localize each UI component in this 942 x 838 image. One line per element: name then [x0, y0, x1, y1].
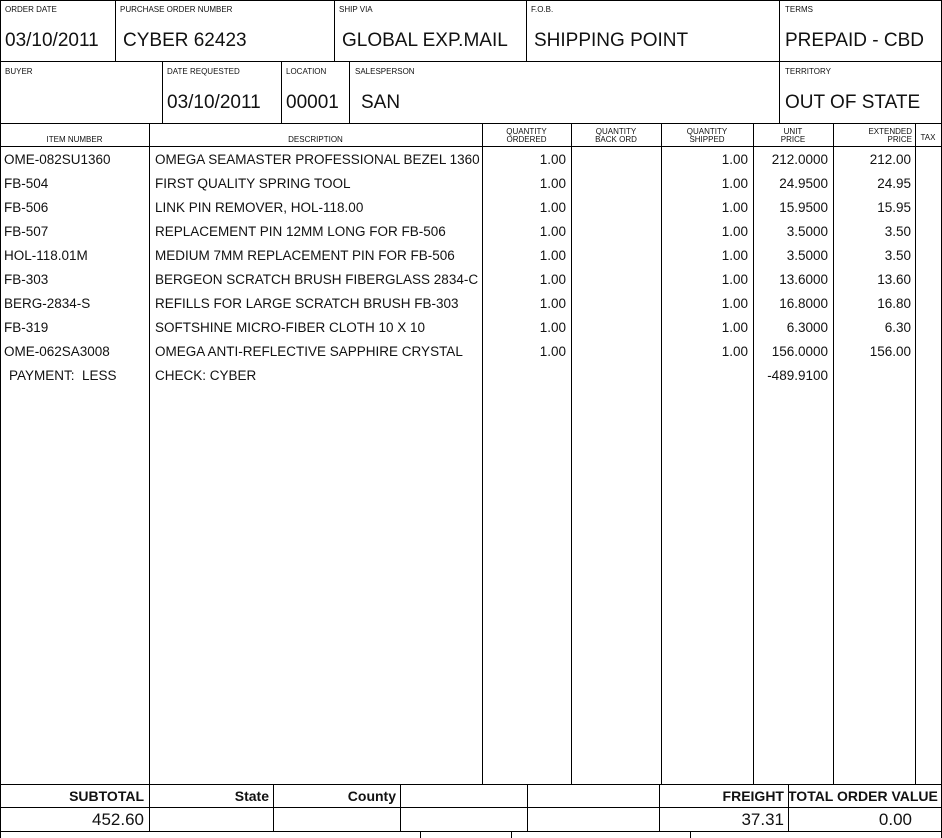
qty-ordered: 1.00 — [539, 200, 566, 215]
qty-shipped: 1.00 — [721, 320, 748, 335]
extended-price: 3.50 — [884, 224, 911, 239]
col-unit-price: UNIT PRICE — [780, 127, 806, 144]
extended-price: 16.80 — [877, 296, 911, 311]
fob-label: F.O.B. — [531, 5, 554, 14]
item-number: OME-082SU1360 — [4, 152, 111, 167]
qty-ordered: 1.00 — [539, 224, 566, 239]
col-extended-price: EXTENDED PRICE — [868, 127, 912, 144]
qty-shipped: 1.00 — [721, 272, 748, 287]
item-number: OME-062SA3008 — [4, 344, 110, 359]
unit-price: 16.8000 — [779, 296, 828, 311]
unit-price: 13.6000 — [779, 272, 828, 287]
extended-price: 15.95 — [877, 200, 911, 215]
subtotal-value: 452.60 — [92, 810, 144, 829]
item-description: MEDIUM 7MM REPLACEMENT PIN FOR FB-506 — [155, 248, 455, 263]
item-number: FB-504 — [4, 176, 49, 191]
freight-value: 37.31 — [741, 810, 784, 829]
col-qty-shipped: QUANTITY SHIPPED — [686, 127, 728, 144]
extended-price: 3.50 — [884, 248, 911, 263]
territory-value: OUT OF STATE — [785, 92, 921, 113]
ship-via-value: GLOBAL EXP.MAIL — [342, 30, 508, 51]
item-description: REPLACEMENT PIN 12MM LONG FOR FB-506 — [155, 224, 446, 239]
payment-label: PAYMENT: LESS — [9, 368, 117, 383]
col-qty-backord: QUANTITY BACK ORD — [595, 127, 637, 144]
date-requested-label: DATE REQUESTED — [167, 67, 240, 76]
terms-label: TERMS — [785, 5, 813, 14]
unit-price: 3.5000 — [786, 248, 828, 263]
extended-price: 6.30 — [884, 320, 911, 335]
qty-shipped: 1.00 — [721, 200, 748, 215]
qty-ordered: 1.00 — [539, 296, 566, 311]
col-item-number: ITEM NUMBER — [46, 135, 103, 144]
qty-shipped: 1.00 — [721, 176, 748, 191]
item-number: HOL-118.01M — [4, 248, 88, 263]
terms-value: PREPAID - CBD — [785, 30, 925, 51]
item-description: SOFTSHINE MICRO-FIBER CLOTH 10 X 10 — [155, 320, 426, 335]
state-label: State — [234, 788, 269, 804]
item-number: BERG-2834-S — [4, 296, 91, 311]
unit-price: 6.3000 — [786, 320, 828, 335]
qty-ordered: 1.00 — [539, 248, 566, 263]
unit-price: 212.0000 — [771, 152, 828, 167]
col-description: DESCRIPTION — [288, 135, 343, 144]
po-number-label: PURCHASE ORDER NUMBER — [120, 5, 233, 14]
qty-shipped: 1.00 — [721, 224, 748, 239]
order-date-label: ORDER DATE — [5, 5, 57, 14]
item-number: FB-303 — [4, 272, 49, 287]
col-qty-ordered: QUANTITY ORDERED — [506, 127, 547, 144]
payment-description: CHECK: CYBER — [155, 368, 257, 383]
fob-value: SHIPPING POINT — [534, 30, 689, 51]
salesperson-value: SAN — [361, 92, 401, 113]
unit-price: 24.9500 — [779, 176, 828, 191]
payment-amount: -489.9100 — [767, 368, 828, 383]
qty-ordered: 1.00 — [539, 152, 566, 167]
freight-label: FREIGHT — [722, 788, 784, 804]
location-value: 00001 — [286, 92, 339, 113]
subtotal-label: SUBTOTAL — [69, 788, 144, 804]
unit-price: 3.5000 — [786, 224, 828, 239]
qty-ordered: 1.00 — [539, 320, 566, 335]
territory-label: TERRITORY — [785, 67, 831, 76]
qty-ordered: 1.00 — [539, 344, 566, 359]
salesperson-label: SALESPERSON — [355, 67, 415, 76]
item-description: LINK PIN REMOVER, HOL-118.00 — [155, 200, 364, 215]
item-description: OMEGA SEAMASTER PROFESSIONAL BEZEL 1360 — [155, 152, 480, 167]
date-requested-value: 03/10/2011 — [167, 92, 261, 113]
total-order-value: 0.00 — [878, 810, 912, 829]
extended-price: 13.60 — [877, 272, 911, 287]
extended-price: 212.00 — [869, 152, 911, 167]
qty-ordered: 1.00 — [539, 176, 566, 191]
unit-price: 156.0000 — [771, 344, 828, 359]
total-order-value-label: TOTAL ORDER VALUE — [788, 788, 938, 804]
extended-price: 156.00 — [869, 344, 911, 359]
po-number-value: CYBER 62423 — [123, 30, 247, 51]
item-number: FB-506 — [4, 200, 49, 215]
qty-shipped: 1.00 — [721, 296, 748, 311]
county-label: County — [347, 788, 396, 804]
order-date-value: 03/10/2011 — [5, 30, 99, 51]
buyer-label: BUYER — [5, 67, 33, 76]
unit-price: 15.9500 — [779, 200, 828, 215]
qty-shipped: 1.00 — [721, 152, 748, 167]
location-label: LOCATION — [286, 67, 327, 76]
qty-shipped: 1.00 — [721, 248, 748, 263]
item-number: FB-319 — [4, 320, 49, 335]
ship-via-label: SHIP VIA — [339, 5, 373, 14]
item-number: FB-507 — [4, 224, 49, 239]
item-description: REFILLS FOR LARGE SCRATCH BRUSH FB-303 — [155, 296, 459, 311]
qty-shipped: 1.00 — [721, 344, 748, 359]
qty-ordered: 1.00 — [539, 272, 566, 287]
item-description: FIRST QUALITY SPRING TOOL — [155, 176, 351, 191]
item-description: OMEGA ANTI-REFLECTIVE SAPPHIRE CRYSTAL — [155, 344, 463, 359]
extended-price: 24.95 — [877, 176, 911, 191]
col-tax: TAX — [920, 133, 936, 142]
item-description: BERGEON SCRATCH BRUSH FIBERGLASS 2834-C — [155, 272, 479, 287]
